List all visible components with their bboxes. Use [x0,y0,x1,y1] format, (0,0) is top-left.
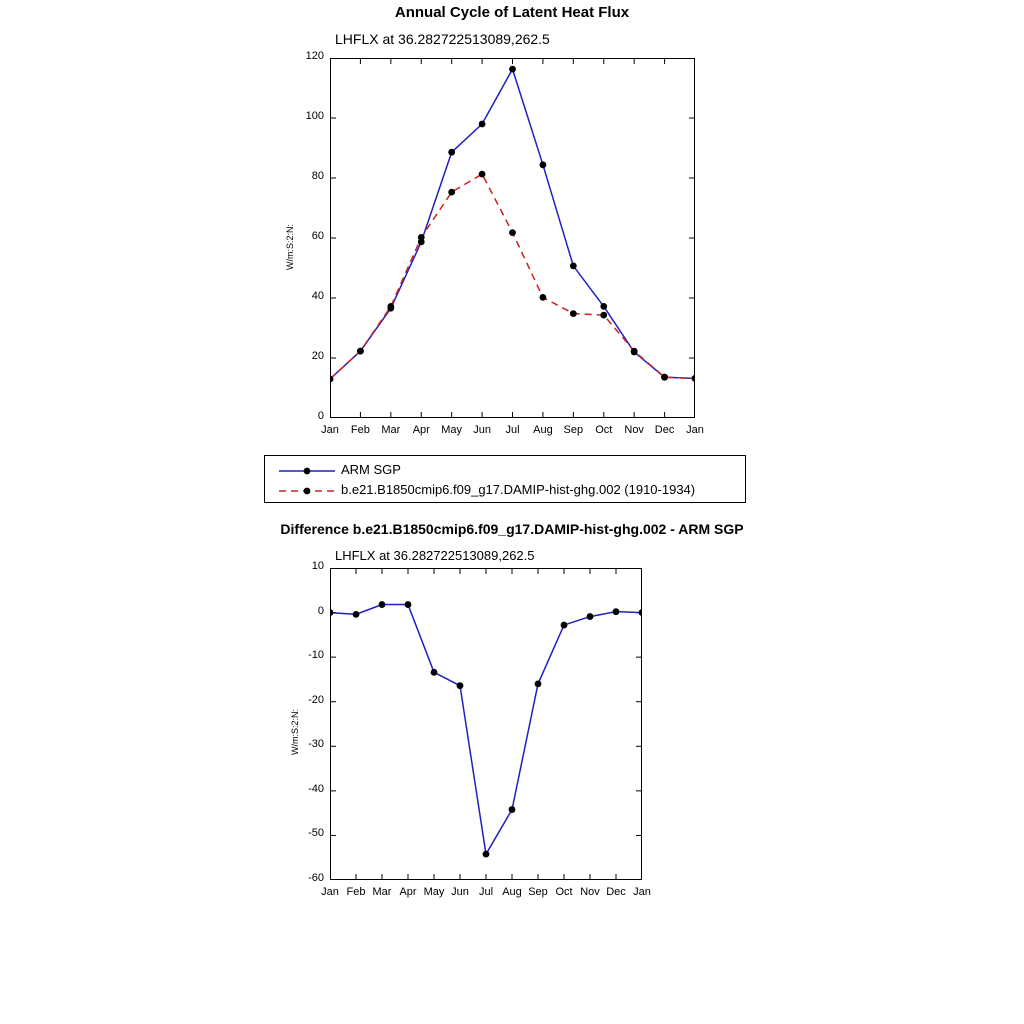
x-tick-label: Aug [533,424,553,436]
top-chart-subtitle: LHFLX at 36.282722513089,262.5 [335,31,550,47]
y-tick-label: -40 [308,782,324,795]
page-title: Annual Cycle of Latent Heat Flux [394,4,630,21]
x-tick-label: Nov [580,886,600,898]
x-tick-label: Apr [412,424,430,436]
x-tick-label: May [441,424,463,436]
x-tick-label: Mar [381,424,401,436]
x-tick-label: Jan [686,424,704,436]
x-tick-label: Oct [555,886,573,898]
x-tick-label: Jun [473,424,491,436]
y-tick-label: 0 [317,604,324,617]
x-tick-label: Jul [505,424,520,436]
y-tick-label: 80 [311,170,324,182]
x-tick-label: May [423,886,445,898]
bottom-chart-subtitle: LHFLX at 36.282722513089,262.5 [335,548,535,563]
legend-item-0 [265,460,745,482]
legend-swatch-model [277,480,337,502]
y-tick-label: 100 [305,110,324,122]
legend-swatch-arm-sgp [277,460,337,482]
y-tick-label: 40 [311,290,324,302]
y-tick-label: 60 [311,230,324,242]
y-axis-label-top: W/m:S:2:N: [285,223,295,270]
x-tick-label: Nov [624,424,644,436]
x-tick-label: Jan [321,424,339,436]
difference-title: Difference b.e21.B1850cmip6.f09_g17.DAMIP-hist-ghg.002 - ARM SGP [280,521,744,537]
x-tick-label: Oct [595,424,613,436]
y-axis-label-bottom: W/m:S:2:N: [290,708,300,755]
legend-item-1 [265,480,745,502]
x-tick-label: Sep [528,886,548,898]
y-tick-label: 120 [305,50,324,62]
x-tick-label: Jan [633,886,651,898]
plot-lines-bottom [330,568,642,880]
x-tick-label: Jul [478,886,494,898]
x-tick-label: Feb [346,886,366,898]
y-tick-label: -20 [308,693,324,706]
y-tick-label: -10 [308,649,324,662]
x-tick-label: Mar [372,886,392,898]
x-tick-label: Dec [654,424,675,436]
x-tick-label: Dec [606,886,626,898]
y-tick-label: 10 [311,560,324,572]
y-tick-label: 20 [311,350,324,362]
plot-lines-top [330,58,695,418]
y-tick-label: -50 [308,827,324,840]
x-tick-label: Jan [321,886,339,898]
x-tick-label: Apr [399,886,417,898]
legend-label-0: ARM SGP [341,462,401,477]
x-tick-label: Feb [350,424,370,436]
x-tick-label: Sep [563,424,584,436]
y-tick-label: 0 [317,410,324,422]
y-tick-label: -30 [308,738,324,751]
x-tick-label: Jun [451,886,469,898]
legend [264,455,746,503]
y-tick-label: -60 [308,872,324,884]
legend-label-1: b.e21.B1850cmip6.f09_g17.DAMIP-hist-ghg.002 (1910-1934) [341,482,696,497]
annual-cycle-plot [330,58,695,418]
difference-plot [330,568,642,880]
x-tick-label: Aug [502,886,522,898]
